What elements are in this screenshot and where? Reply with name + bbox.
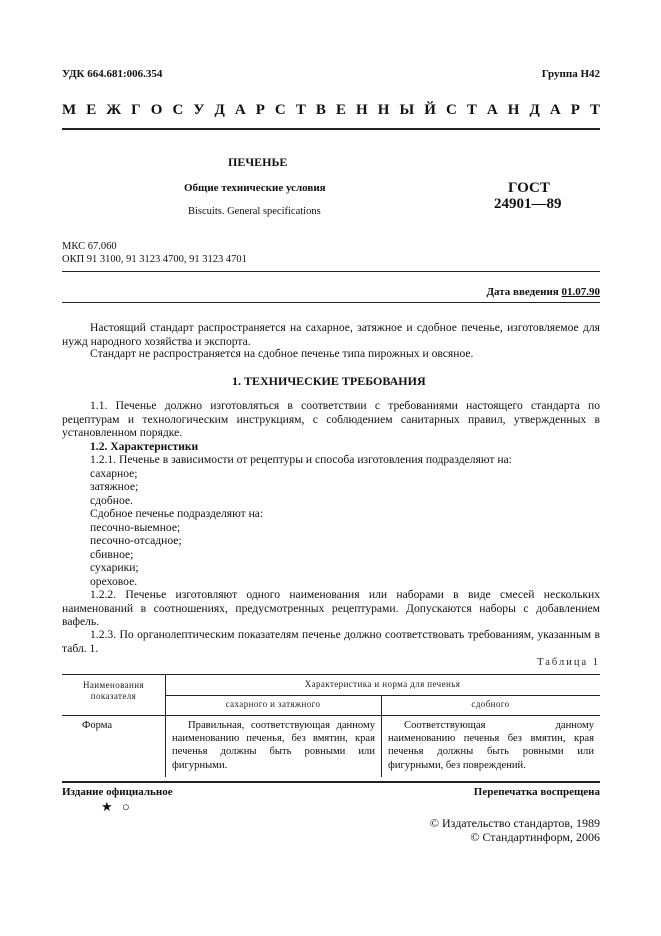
table-subheader-rule <box>165 695 600 696</box>
reprint-notice: Перепечатка воспрещена <box>473 786 600 798</box>
date-rule <box>62 302 600 303</box>
table-cell-rich: Соответствующая данному наименованию печенья без вмятин, края печенья должны быть ровными или фигурными, без повреждений. <box>388 720 594 771</box>
clause-1-2: 1.2. Характеристики <box>90 440 199 453</box>
banner-letter: М <box>62 102 77 118</box>
banner-letter: Н <box>356 102 368 118</box>
banner-letter: А <box>234 102 246 118</box>
col-header-group: Характеристика и норма для печенья <box>304 679 461 689</box>
banner-letter: В <box>315 102 326 118</box>
official-edition: Издание официальное <box>62 786 173 798</box>
clause-1-2-1: 1.2.1. Печенье в зависимости от рецептуры и способа изготовления подразделяют на: <box>90 453 512 466</box>
banner-letter: Д <box>529 102 540 118</box>
banner-letter: Е <box>86 102 97 118</box>
document-subtitle: Общие технические условия <box>184 182 326 194</box>
copyright-2006: © Стандартинформ, 2006 <box>470 830 600 844</box>
banner-letter: Й <box>424 102 436 118</box>
footer-rule <box>62 781 600 783</box>
okp-code: ОКП 91 3100, 91 3123 4700, 91 3123 4701 <box>62 254 247 265</box>
list-item: ореховое. <box>90 575 138 588</box>
clause-1-2-2: 1.2.2. Печенье изготовляют одного наименования или наборами в виде смесей нескольких наименований в соотношениях, предусмотренных рецептурами. Допускаются наборы с добавлением вафель. <box>62 588 600 628</box>
intro-paragraph-1: Настоящий стандарт распространяется на сахарное, затяжное и сдобное печенье, изготовляемое для нужд народного хозяйства и экспорта. <box>62 321 600 348</box>
copyright-1989: © Издательство стандартов, 1989 <box>429 816 600 830</box>
table-header-rule <box>62 715 600 716</box>
banner-letter: Ы <box>399 102 415 118</box>
table-caption: Таблица 1 <box>537 657 600 668</box>
list-item: песочно-отсадное; <box>90 534 182 547</box>
col-header-indicator: Наименования показателя <box>82 680 144 701</box>
col-header-rich: сдобного <box>471 699 510 709</box>
banner-letter: Т <box>466 102 477 118</box>
list-item: сбивное; <box>90 548 134 561</box>
banner-letter: Г <box>131 102 141 118</box>
banner-letter: Д <box>214 102 225 118</box>
banner-letter: Р <box>570 102 580 118</box>
banner-letter: У <box>193 102 205 118</box>
list-item: сахарное; <box>90 467 138 480</box>
banner-letter: Н <box>377 102 390 118</box>
edition-symbols: ★ ○ <box>101 799 130 814</box>
banner-letter: О <box>150 102 163 118</box>
banner-letter: Н <box>507 102 520 118</box>
banner-letter: А <box>549 102 561 118</box>
banner-letter: Е <box>335 102 346 118</box>
intro-date <box>486 286 600 298</box>
banner-letter: А <box>486 102 498 118</box>
mks-code: МКС 67.060 <box>62 241 117 252</box>
table-cell-sugar: Правильная, соответствующая данному наименованию печенья, без вмятин, края печенья должны быть ровными или фигурными. <box>172 720 375 771</box>
list-item: затяжное; <box>90 480 139 493</box>
list-item: сухарики; <box>90 561 139 574</box>
clause-1-2-3: 1.2.3. По органолептическим показателям печенье должно соответствовать требованиям, указанным в табл. 1. <box>62 628 600 655</box>
banner-letter: С <box>445 102 457 118</box>
list-item: песочно-выемное; <box>90 521 181 534</box>
table-cell-indicator: Форма <box>82 720 113 731</box>
col-header-sugar: сахарного и затяжного <box>225 699 321 709</box>
sdob-intro: Сдобное печенье подразделяют на: <box>90 507 264 520</box>
table-divider <box>165 715 166 777</box>
document-title: ПЕЧЕНЬЕ <box>228 155 288 169</box>
section-heading: 1. ТЕХНИЧЕСКИЕ ТРЕБОВАНИЯ <box>232 374 426 388</box>
banner-letter: Т <box>295 102 306 118</box>
english-title: Biscuits. General specifications <box>188 206 321 217</box>
intro-paragraph-2: Стандарт не распространяется на сдобное печенье типа пирожных и овсяное. <box>90 347 474 360</box>
gost-label: ГОСТ <box>508 180 550 196</box>
banner-letter: С <box>274 102 286 118</box>
udk-code: УДК 664.681:006.354 <box>62 68 163 80</box>
standard-banner <box>62 102 600 119</box>
gost-number: 24901—89 <box>494 196 562 212</box>
banner-letter: Т <box>589 102 600 118</box>
date-label: Дата введения <box>486 286 559 298</box>
date-value: 01.07.90 <box>561 286 600 298</box>
banner-letter: Р <box>255 102 265 118</box>
table-top-rule <box>62 674 600 675</box>
banner-letter: Ж <box>106 102 122 118</box>
clause-1-1: 1.1. Печенье должно изготовляться в соответствии с требованиями настоящего стандарта по рецептурам и технологическим инструкциям, с соблюдением санитарных правил, утвержденных в установленном порядке. <box>62 399 600 439</box>
banner-letter: С <box>172 102 184 118</box>
table-divider <box>381 715 382 777</box>
group-code: Группа Н42 <box>541 68 600 80</box>
list-item: сдобное. <box>90 494 133 507</box>
banner-rule <box>62 128 600 130</box>
codes-rule <box>62 271 600 272</box>
